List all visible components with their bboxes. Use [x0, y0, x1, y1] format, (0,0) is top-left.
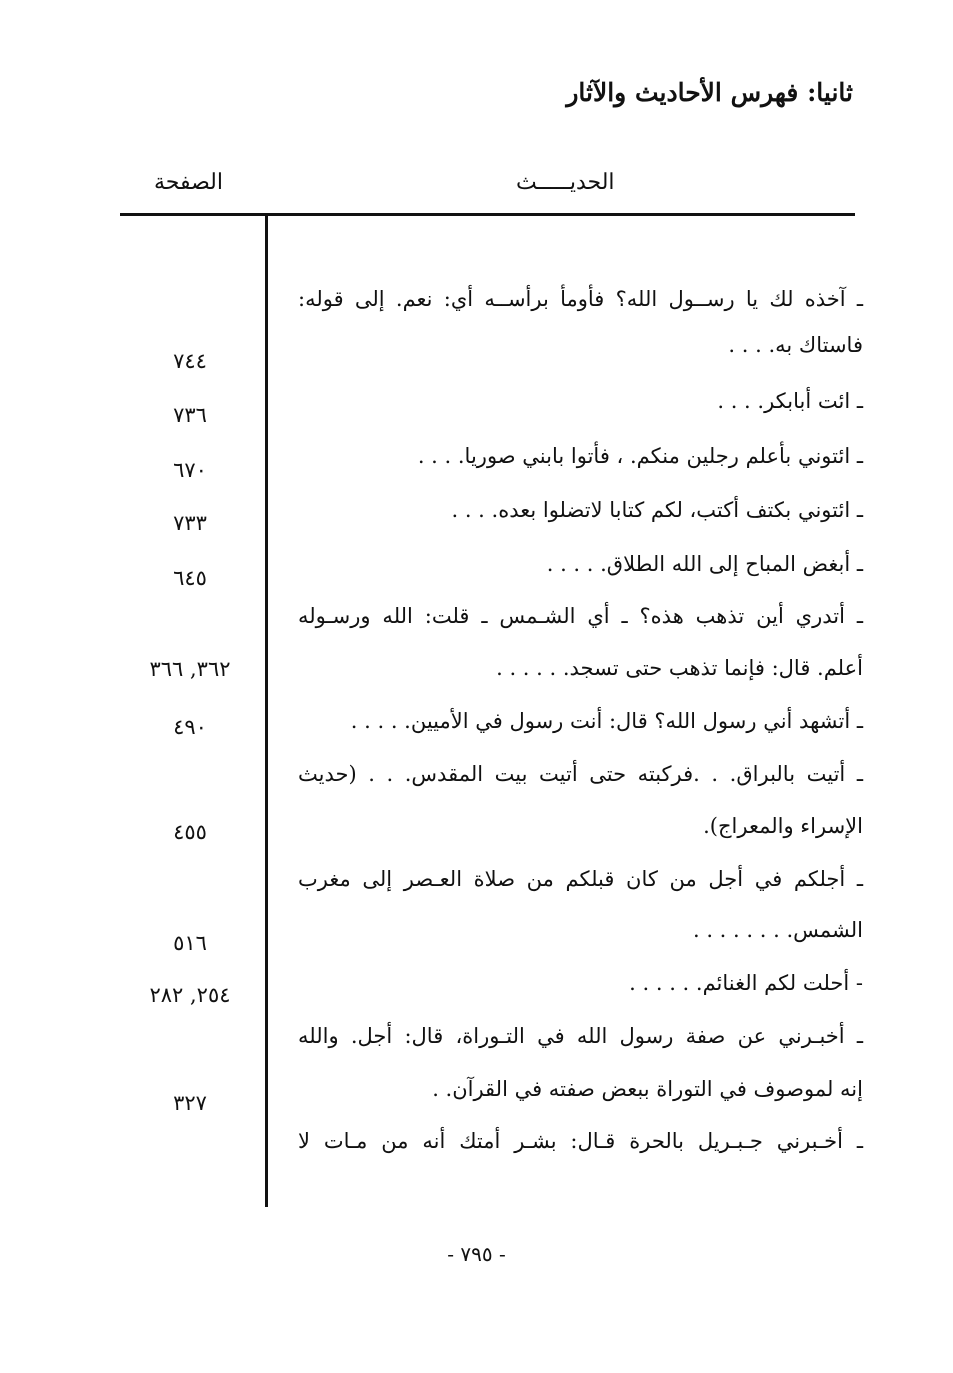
page-ref: ٥١٦ [173, 931, 207, 955]
hadith-line: ـ آخذه لك يا رســول الله؟ فأومأ برأســه أي: نعم. إلى قوله: [298, 287, 863, 311]
page-ref: ٤٩٠ [173, 715, 207, 739]
hadith-line: الإسراء والمعراج). [703, 814, 863, 838]
page-ref: ٣٢٧ [173, 1091, 207, 1115]
hadith-line: - أحلت لكم الغنائم. . . . . . [629, 971, 863, 995]
hadith-line: ـ ائتوني بأعلم رجلين منكم. ، فأتوا بابني صوريا. . . . [417, 444, 863, 468]
page-number: - ٧٩٥ - [447, 1242, 506, 1266]
hadith-line: ـ أبغض المباح إلى الله الطلاق. . . . . [546, 552, 863, 576]
hadith-column-header: الحديـــــث [516, 170, 615, 195]
page-column-header: الصفحة [153, 170, 223, 195]
page-title: ثانيا: فهرس الأحاديث والآثار [566, 78, 853, 107]
hadith-line: ـ ائت أبابكر. . . . [717, 389, 863, 413]
page-ref: ٤٥٥ [173, 820, 207, 844]
header-divider [120, 213, 855, 216]
column-divider [265, 214, 268, 1207]
page-ref: ٦٤٥ [173, 566, 207, 590]
page-ref: ٣٦٢, ٣٦٦ [149, 657, 231, 681]
hadith-line: ـ أخـبرني جـبـريل بالحرة قـال: بشـر أمتك أنه من مـات لا [298, 1129, 863, 1153]
hadith-line: ـ ائتوني بكتف أكتب، لكم كتابا لاتضلوا بعده. . . . [451, 498, 863, 522]
page-ref: ٧٣٣ [173, 511, 207, 535]
page-ref: ٧٣٦ [173, 403, 207, 427]
hadith-line: إنه لموصوف في التوراة ببعض صفته في القرآن. . [432, 1077, 863, 1101]
page-ref: ٦٧٠ [173, 458, 207, 482]
page-ref: ٢٥٤, ٢٨٢ [149, 983, 231, 1007]
hadith-line: ـ أتيت بالبراق. . .فركبته حتى أتيت بيت المقدس. . . (حديث [298, 762, 863, 786]
hadith-line: ـ أخبـرني عن صفة رسول الله في التـوراة، قال: أجل. والله [298, 1024, 863, 1048]
hadith-line: فاستاك به. . . . [728, 333, 863, 357]
hadith-line: الشمس. . . . . . . . [692, 918, 863, 942]
hadith-line: ـ أجلكم في أجل من كان قبلكم من صلاة العـصر إلى مغرب [298, 867, 863, 891]
hadith-line: أعلم. قال: فإنما تذهب حتى تسجد. . . . . . [496, 656, 863, 680]
hadith-line: ـ أتشهد أني رسول الله؟ قال: أنت رسول في الأميين. . . . . [350, 709, 863, 733]
page-ref: ٧٤٤ [173, 349, 207, 373]
hadith-line: ـ أتدري أين تذهب هذه؟ ـ أي الشـمس ـ قلت: الله ورسـوله [298, 604, 863, 628]
